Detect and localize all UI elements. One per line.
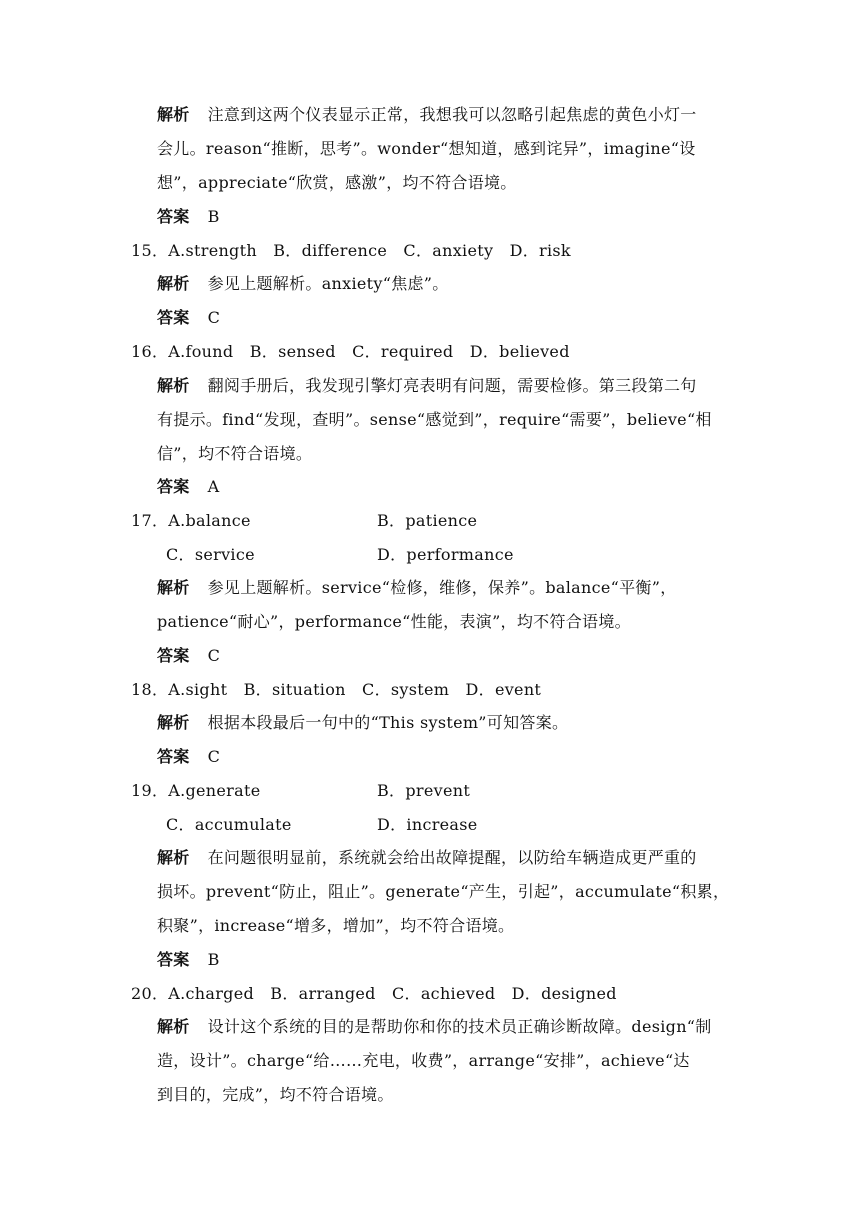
analysis-line: 积聚”，increase“增多，增加”，均不符合语境。: [157, 916, 515, 935]
answer-value: B: [207, 950, 220, 969]
option-d: D．performance: [377, 545, 514, 564]
analysis-text: 设计这个系统的目的是帮助你和你的技术员正确诊断故障。design“制: [207, 1017, 712, 1036]
analysis-line: [157, 713, 568, 733]
analysis-text: 翻阅手册后，我发现引擎灯亮表明有问题，需要检修。第三段第二句: [207, 376, 697, 395]
analysis-line: [157, 578, 677, 598]
question-options-row: [131, 781, 731, 801]
analysis-label: 解析: [157, 848, 190, 867]
question-line: 15．A.strength B．difference C．anxiety D．risk: [131, 241, 571, 260]
answer-label: 答案: [157, 477, 190, 496]
answer-line: [157, 308, 220, 328]
analysis-label: 解析: [157, 1017, 190, 1036]
question-line: 20．A.charged B．arranged C．achieved D．designed: [131, 984, 617, 1003]
answer-label: 答案: [157, 646, 190, 665]
answer-line: [157, 477, 219, 497]
answer-line: [157, 207, 220, 227]
question-line: 18．A.sight B．situation C．system D．event: [131, 680, 542, 699]
analysis-line: [157, 1017, 712, 1037]
analysis-line: 有提示。find“发现，查明”。sense“感觉到”，require“需要”，believe“相: [157, 410, 712, 429]
answer-line: [157, 747, 220, 767]
answer-value: B: [207, 207, 220, 226]
analysis-line: 想”，appreciate“欣赏，感激”，均不符合语境。: [157, 173, 517, 192]
answer-value: A: [207, 477, 220, 496]
analysis-label: 解析: [157, 713, 190, 732]
analysis-text: 参见上题解析。anxiety“焦虑”。: [207, 274, 449, 293]
answer-label: 答案: [157, 207, 190, 226]
analysis-text: 根据本段最后一句中的“This system”可知答案。: [207, 713, 569, 732]
analysis-text: 在问题很明显前，系统就会给出故障提醒，以防给车辆造成更严重的: [207, 848, 697, 867]
analysis-line: patience“耐心”，performance“性能，表演”，均不符合语境。: [157, 612, 631, 631]
option-b: B．patience: [377, 511, 478, 530]
answer-value: C: [207, 747, 221, 766]
analysis-label: 解析: [157, 578, 190, 597]
analysis-label: 解析: [157, 376, 190, 395]
analysis-line: 信”，均不符合语境。: [157, 444, 313, 463]
option-c: C．accumulate: [166, 815, 292, 834]
analysis-line: [157, 105, 697, 125]
question-options-row: [131, 511, 731, 531]
answer-label: 答案: [157, 747, 190, 766]
analysis-line: [157, 274, 449, 294]
answer-value: C: [207, 308, 221, 327]
analysis-line: 会儿。reason“推断，思考”。wonder“想知道，感到诧异”，imagine“设: [157, 139, 696, 158]
option-a: 17．A.balance: [131, 511, 251, 530]
analysis-label: 解析: [157, 105, 190, 124]
answer-line: [157, 950, 220, 970]
answer-line: [157, 646, 220, 666]
analysis-line: 损坏。prevent“防止，阻止”。generate“产生，引起”，accumulate“积累，: [157, 882, 730, 901]
answer-label: 答案: [157, 308, 190, 327]
option-a: 19．A.generate: [131, 781, 261, 800]
analysis-line: 造，设计”。charge“给……充电，收费”，arrange“安排”，achieve“达: [157, 1051, 690, 1070]
question-line: 16．A.found B．sensed C．required D．believed: [131, 342, 570, 361]
answer-value: C: [207, 646, 221, 665]
analysis-line: 到目的，完成”，均不符合语境。: [157, 1085, 394, 1104]
answer-label: 答案: [157, 950, 190, 969]
analysis-text: 参见上题解析。service“检修，维修，保养”。balance“平衡”，: [207, 578, 677, 597]
option-d: D．increase: [377, 815, 478, 834]
option-c: C．service: [166, 545, 255, 564]
option-b: B．prevent: [377, 781, 471, 800]
analysis-line: [157, 848, 697, 868]
analysis-text: 注意到这两个仪表显示正常，我想我可以忽略引起焦虑的黄色小灯一: [207, 105, 697, 124]
analysis-label: 解析: [157, 274, 190, 293]
analysis-line: [157, 376, 697, 396]
